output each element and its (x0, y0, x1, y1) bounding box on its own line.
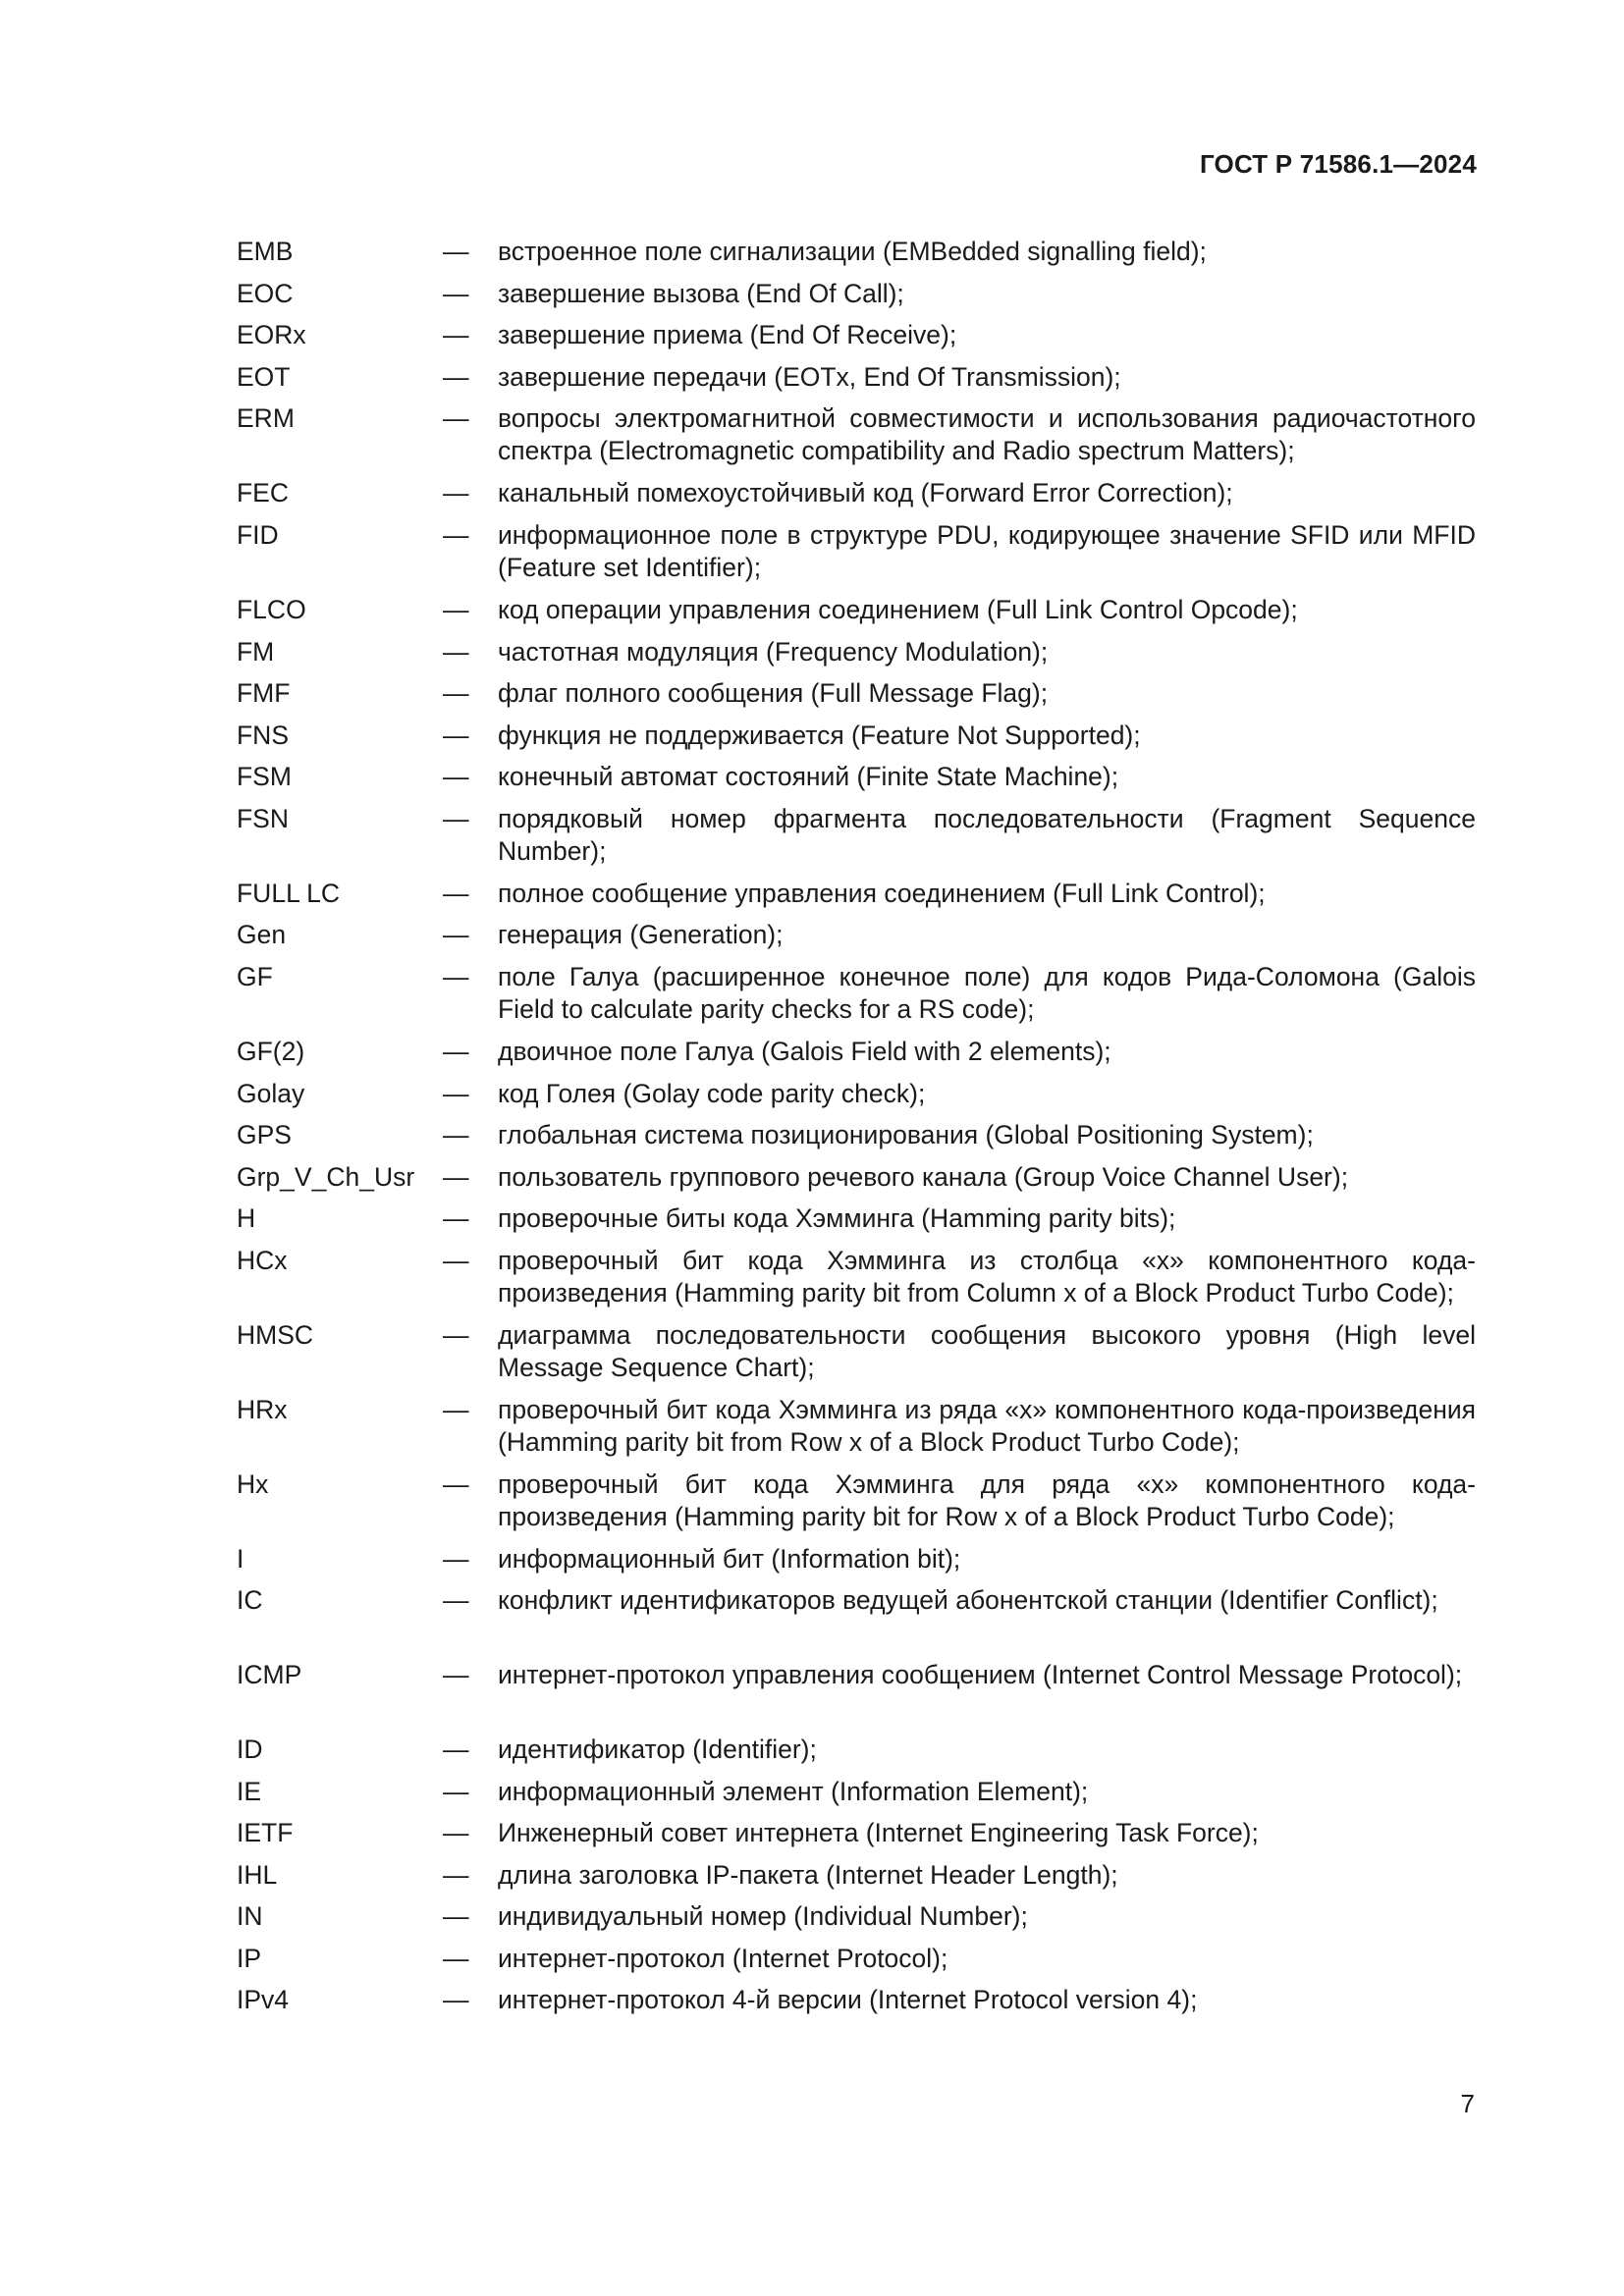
abbreviation-entry (237, 594, 1476, 636)
em-dash-separator: — (443, 762, 469, 791)
abbreviation-definition: Инженерный совет интернета (Internet Engineering Task Force); (498, 1818, 1259, 1847)
abbreviation-definition: конечный автомат состояний (Finite State Machine); (498, 762, 1119, 791)
em-dash-separator: — (443, 1860, 469, 1890)
page-number: 7 (1460, 2089, 1475, 2118)
em-dash-separator: — (443, 804, 469, 833)
abbreviation-definition: вопросы электромагнитной совместимости и использования радиочастотного спектра (Electromagnetic compatibility and Radio spectrum Matters); (498, 403, 1476, 465)
abbreviation-term: FNS (237, 721, 289, 750)
em-dash-separator: — (443, 1079, 469, 1108)
abbreviation-term: FM (237, 637, 275, 667)
abbreviation-definition: длина заголовка IP-пакета (Internet Header Length); (498, 1860, 1118, 1890)
abbreviation-term: IP (237, 1944, 262, 1973)
abbreviation-entry (237, 1543, 1476, 1584)
abbreviation-entry (237, 361, 1476, 402)
abbreviation-term: FLCO (237, 595, 306, 624)
abbreviation-term: ID (237, 1735, 263, 1764)
abbreviation-entry (237, 1900, 1476, 1943)
abbreviation-term: GF(2) (237, 1037, 305, 1066)
abbreviation-entry (237, 1776, 1476, 1817)
abbreviation-term: Hx (237, 1469, 269, 1499)
abbreviation-term: H (237, 1203, 256, 1233)
abbreviation-term: Golay (237, 1079, 305, 1108)
document-header: ГОСТ Р 71586.1—2024 (1199, 149, 1477, 179)
abbreviation-entry (237, 761, 1476, 803)
abbreviation-entry (237, 1859, 1476, 1900)
abbreviation-definition: генерация (Generation); (498, 920, 784, 949)
abbreviation-entry (237, 1659, 1476, 1734)
abbreviation-definition: интернет-протокол управления сообщением (Internet Control Message Protocol); (498, 1660, 1463, 1689)
abbreviation-term: GPS (237, 1120, 292, 1149)
em-dash-separator: — (443, 637, 469, 667)
em-dash-separator: — (443, 879, 469, 908)
em-dash-separator: — (443, 1735, 469, 1764)
abbreviation-definition: завершение приема (End Of Receive); (498, 320, 957, 349)
abbreviation-definition: интернет-протокол 4-й версии (Internet Protocol version 4); (498, 1985, 1198, 2014)
em-dash-separator: — (443, 1944, 469, 1973)
em-dash-separator: — (443, 1544, 469, 1574)
abbreviation-definition: конфликт идентификаторов ведущей абонентской станции (Identifier Conflict); (498, 1585, 1438, 1615)
abbreviation-definition: код операции управления соединением (Full Link Control Opcode); (498, 595, 1298, 624)
em-dash-separator: — (443, 962, 469, 991)
abbreviation-term: FSN (237, 804, 289, 833)
abbreviation-term: HRx (237, 1395, 288, 1424)
abbreviation-entry (237, 1984, 1476, 2026)
em-dash-separator: — (443, 520, 469, 550)
em-dash-separator: — (443, 320, 469, 349)
em-dash-separator: — (443, 1818, 469, 1847)
abbreviation-entry (237, 1943, 1476, 1984)
abbreviation-entry (237, 1036, 1476, 1078)
abbreviation-definition: идентификатор (Identifier); (498, 1735, 817, 1764)
em-dash-separator: — (443, 362, 469, 392)
em-dash-separator: — (443, 1162, 469, 1192)
abbreviation-term: I (237, 1544, 244, 1574)
abbreviation-entry (237, 1161, 1476, 1202)
abbreviation-entry (237, 519, 1476, 594)
em-dash-separator: — (443, 1469, 469, 1499)
abbreviation-term: HCx (237, 1246, 288, 1275)
abbreviation-definition: глобальная система позиционирования (Global Positioning System); (498, 1120, 1314, 1149)
abbreviation-entry (237, 1202, 1476, 1245)
abbreviation-definition: код Голея (Golay code parity check); (498, 1079, 926, 1108)
abbreviation-definition: диаграмма последовательности сообщения высокого уровня (High level Message Sequence Chart); (498, 1320, 1476, 1382)
em-dash-separator: — (443, 1985, 469, 2014)
abbreviation-definition: информационный бит (Information bit); (498, 1544, 961, 1574)
em-dash-separator: — (443, 478, 469, 507)
abbreviation-entry (237, 319, 1476, 361)
abbreviation-term: ICMP (237, 1660, 302, 1689)
abbreviation-entry (237, 1394, 1476, 1468)
abbreviation-definition: интернет-протокол (Internet Protocol); (498, 1944, 948, 1973)
em-dash-separator: — (443, 1901, 469, 1931)
abbreviation-term: ERM (237, 403, 295, 433)
abbreviation-definition: встроенное поле сигнализации (EMBedded signalling field); (498, 237, 1207, 266)
em-dash-separator: — (443, 237, 469, 266)
em-dash-separator: — (443, 1777, 469, 1806)
abbreviation-entry (237, 919, 1476, 961)
abbreviation-entry (237, 878, 1476, 919)
abbreviation-term: EOC (237, 279, 294, 308)
em-dash-separator: — (443, 1203, 469, 1233)
abbreviation-definition: пользователь группового речевого канала (Group Voice Channel User); (498, 1162, 1349, 1192)
abbreviation-term: IC (237, 1585, 263, 1615)
abbreviation-entry (237, 1245, 1476, 1319)
abbreviation-term: FSM (237, 762, 292, 791)
abbreviation-term: FID (237, 520, 279, 550)
abbreviations-list (237, 236, 1476, 2026)
em-dash-separator: — (443, 1660, 469, 1689)
abbreviation-entry (237, 1078, 1476, 1119)
abbreviation-entry (237, 278, 1476, 319)
em-dash-separator: — (443, 279, 469, 308)
abbreviation-entry (237, 803, 1476, 878)
abbreviation-definition: поле Галуа (расширенное конечное поле) для кодов Рида-Соломона (Galois Field to calculate parity checks for a RS code); (498, 962, 1476, 1024)
abbreviation-definition: флаг полного сообщения (Full Message Flag); (498, 678, 1049, 708)
abbreviation-definition: полное сообщение управления соединением (Full Link Control); (498, 879, 1266, 908)
abbreviation-term: IHL (237, 1860, 278, 1890)
abbreviation-term: FMF (237, 678, 291, 708)
em-dash-separator: — (443, 403, 469, 433)
abbreviation-definition: индивидуальный номер (Individual Number); (498, 1901, 1028, 1931)
abbreviation-definition: проверочный бит кода Хэмминга из ряда «x» компонентного кода-произведения (Hamming parity bit from Row x of a Block Product Turbo Code); (498, 1395, 1476, 1457)
abbreviation-entry (237, 961, 1476, 1036)
em-dash-separator: — (443, 1395, 469, 1424)
abbreviation-term: IN (237, 1901, 263, 1931)
em-dash-separator: — (443, 1320, 469, 1350)
abbreviation-entry (237, 1119, 1476, 1161)
abbreviation-entry (237, 677, 1476, 720)
abbreviation-definition: двоичное поле Галуа (Galois Field with 2 elements); (498, 1037, 1111, 1066)
abbreviation-entry (237, 402, 1476, 477)
abbreviation-definition: информационное поле в структуре PDU, кодирующее значение SFID или MFID (Feature set Identifier); (498, 520, 1476, 582)
abbreviation-entry (237, 1734, 1476, 1776)
em-dash-separator: — (443, 595, 469, 624)
abbreviation-entry (237, 1468, 1476, 1543)
em-dash-separator: — (443, 1246, 469, 1275)
abbreviation-entry (237, 1319, 1476, 1394)
abbreviation-definition: канальный помехоустойчивый код (Forward Error Correction); (498, 478, 1233, 507)
em-dash-separator: — (443, 1037, 469, 1066)
abbreviation-term: EMB (237, 237, 294, 266)
abbreviation-term: EORx (237, 320, 306, 349)
abbreviation-definition: проверочный бит кода Хэмминга из столбца «x» компонентного кода-произведения (Hamming parity bit from Column x of a Block Product Turbo Code); (498, 1246, 1476, 1308)
abbreviation-definition: завершение вызова (End Of Call); (498, 279, 904, 308)
abbreviation-term: IE (237, 1777, 262, 1806)
abbreviation-entry (237, 477, 1476, 519)
abbreviation-term: GF (237, 962, 273, 991)
abbreviation-definition: проверочные биты кода Хэмминга (Hamming parity bits); (498, 1203, 1176, 1233)
em-dash-separator: — (443, 1585, 469, 1615)
abbreviation-entry (237, 1584, 1476, 1659)
abbreviation-term: Gen (237, 920, 287, 949)
abbreviation-term: FEC (237, 478, 289, 507)
em-dash-separator: — (443, 678, 469, 708)
em-dash-separator: — (443, 920, 469, 949)
abbreviation-term: Grp_V_Ch_Usr (237, 1162, 415, 1192)
abbreviation-entry (237, 1817, 1476, 1859)
abbreviation-term: HMSC (237, 1320, 314, 1350)
abbreviation-definition: завершение передачи (EOTx, End Of Transmission); (498, 362, 1121, 392)
abbreviation-term: EOT (237, 362, 291, 392)
abbreviation-definition: функция не поддерживается (Feature Not Supported); (498, 721, 1141, 750)
abbreviation-definition: информационный элемент (Information Element); (498, 1777, 1089, 1806)
abbreviation-term: IETF (237, 1818, 294, 1847)
abbreviation-entry (237, 236, 1476, 278)
abbreviation-term: FULL LC (237, 879, 341, 908)
abbreviation-definition: проверочный бит кода Хэмминга для ряда «x» компонентного кода-произведения (Hamming parity bit for Row x of a Block Product Turbo Code); (498, 1469, 1476, 1531)
abbreviation-entry (237, 636, 1476, 677)
abbreviation-definition: порядковый номер фрагмента последовательности (Fragment Sequence Number); (498, 804, 1476, 866)
abbreviation-entry (237, 720, 1476, 761)
abbreviation-term: IPv4 (237, 1985, 290, 2014)
em-dash-separator: — (443, 721, 469, 750)
abbreviation-definition: частотная модуляция (Frequency Modulation); (498, 637, 1049, 667)
em-dash-separator: — (443, 1120, 469, 1149)
